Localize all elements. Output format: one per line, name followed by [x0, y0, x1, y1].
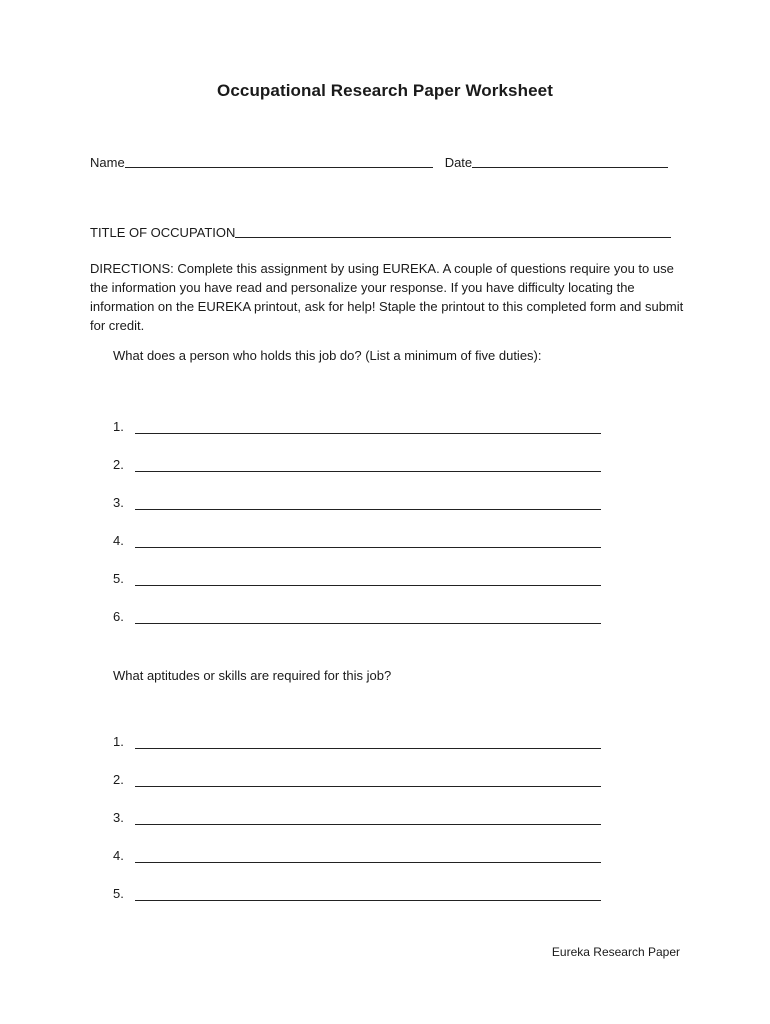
- duty-line-4[interactable]: [113, 533, 601, 548]
- question-duties: What does a person who holds this job do? (List a minimum of five duties):: [113, 348, 542, 363]
- occupation-field[interactable]: [235, 225, 671, 238]
- duty-number: 5.: [113, 571, 124, 586]
- skill-field[interactable]: [135, 773, 601, 787]
- skill-line-2[interactable]: [113, 772, 601, 787]
- page-footer: Eureka Research Paper: [551, 945, 680, 959]
- duty-line-6[interactable]: [113, 609, 601, 624]
- skill-number: 2.: [113, 772, 124, 787]
- skill-field[interactable]: [135, 887, 601, 901]
- skill-number: 3.: [113, 810, 124, 825]
- occupation-row: [90, 225, 671, 240]
- page-title: Occupational Research Paper Worksheet: [217, 81, 553, 100]
- duty-line-5[interactable]: [113, 571, 601, 586]
- skill-field[interactable]: [135, 811, 601, 825]
- duty-line-3[interactable]: [113, 495, 601, 510]
- duty-field[interactable]: [135, 610, 601, 624]
- skill-line-5[interactable]: [113, 886, 601, 901]
- directions-text: DIRECTIONS: Complete this assignment by using EUREKA. A couple of questions require you to use the information you have read and personalize your response. If you have difficulty locating the information on the EUREKA printout, ask for help! Staple the printout to this completed form and submit for credit.: [90, 261, 684, 333]
- duty-line-1[interactable]: [113, 419, 601, 434]
- skill-line-3[interactable]: [113, 810, 601, 825]
- duty-field[interactable]: [135, 534, 601, 548]
- name-date-row: [90, 155, 668, 170]
- duty-number: 2.: [113, 457, 124, 472]
- skill-line-1[interactable]: [113, 734, 601, 749]
- question-skills: What aptitudes or skills are required for this job?: [113, 668, 392, 683]
- skill-number: 1.: [113, 734, 124, 749]
- skill-field[interactable]: [135, 849, 601, 863]
- skill-line-4[interactable]: [113, 848, 601, 863]
- duty-field[interactable]: [135, 572, 601, 586]
- occupation-label: TITLE OF OCCUPATION: [90, 225, 236, 240]
- duty-field[interactable]: [135, 420, 601, 434]
- duty-line-2[interactable]: [113, 457, 601, 472]
- duty-number: 1.: [113, 419, 124, 434]
- duty-number: 3.: [113, 495, 124, 510]
- skill-number: 5.: [113, 886, 124, 901]
- skill-number: 4.: [113, 848, 124, 863]
- duty-number: 4.: [113, 533, 124, 548]
- date-label: Date: [444, 155, 473, 170]
- name-field[interactable]: [125, 155, 433, 168]
- skill-field[interactable]: [135, 735, 601, 749]
- date-field[interactable]: [472, 155, 668, 168]
- duty-field[interactable]: [135, 496, 601, 510]
- name-label: Name: [90, 155, 125, 170]
- duty-number: 6.: [113, 609, 124, 624]
- duty-field[interactable]: [135, 458, 601, 472]
